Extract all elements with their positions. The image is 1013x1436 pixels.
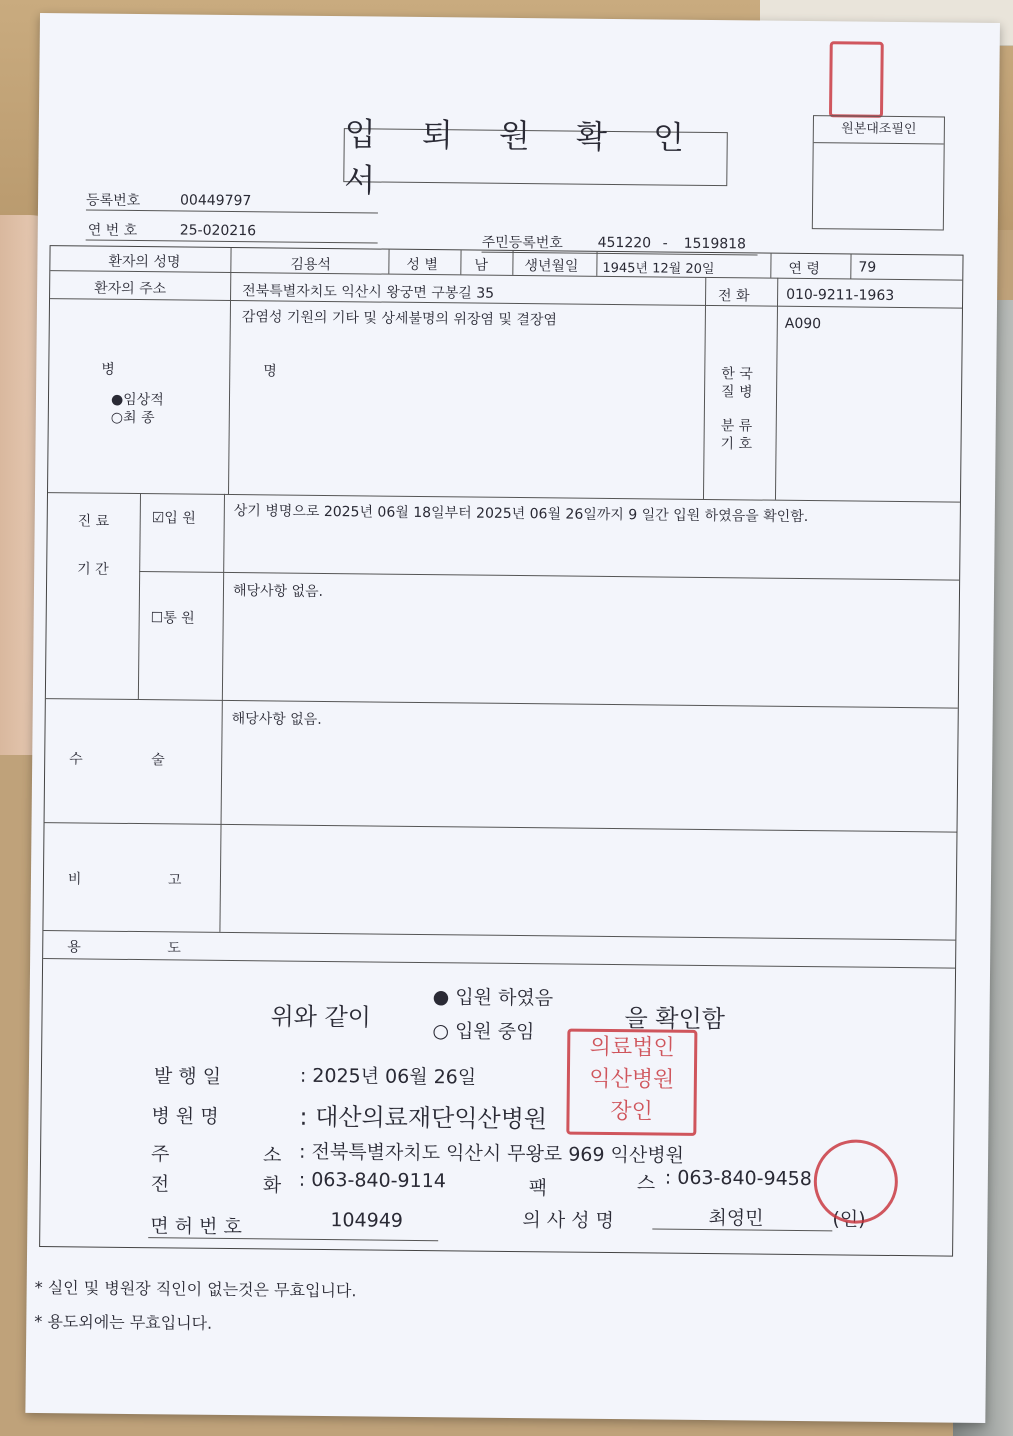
confirmation-suffix: 을 확인함 <box>624 1004 726 1034</box>
doctor-seal-mark: (인) <box>832 1208 866 1231</box>
age-value: 79 <box>858 259 877 276</box>
issue-date-label: 발 행 일 <box>153 1065 222 1088</box>
diagnosis-text: 감염성 기원의 기타 및 상세불명의 위장염 및 결장염 <box>241 309 558 329</box>
issuer-phone-label-1: 전 <box>150 1173 170 1196</box>
top-red-stamp <box>829 41 884 118</box>
row-line <box>50 270 962 281</box>
surgery-text: 해당사항 없음. <box>231 711 322 728</box>
resident-no-back: 1519818 <box>683 235 747 253</box>
col-line <box>770 254 771 278</box>
form-table <box>39 245 963 1257</box>
dob-label: 생년월일 <box>524 258 579 275</box>
kcd-label-4: 기 호 <box>720 436 753 453</box>
doctor-name-label: 의 사 성 명 <box>522 1209 615 1233</box>
sex-label: 성 별 <box>406 256 438 274</box>
kcd-code: A090 <box>784 315 822 333</box>
license-underline <box>148 1237 438 1241</box>
col-line <box>388 250 389 274</box>
seal-text-line-3: 장인 <box>610 1099 653 1125</box>
purpose-label-2: 도 <box>167 940 181 957</box>
reg-no-underline <box>86 209 378 213</box>
outpatient-checkbox: ☐통 원 <box>150 610 195 627</box>
col-line <box>775 278 778 500</box>
doctor-name-underline <box>652 1228 832 1231</box>
hospital-label: 병 원 명 <box>151 1105 219 1128</box>
diagnosis-final-option: ○최 종 <box>110 409 155 427</box>
seal-text-line-1: 의료법인 <box>589 1034 675 1061</box>
inpatient-checkbox: ☑입 원 <box>151 510 196 527</box>
hospital-value: : 대산의료재단익산병원 <box>299 1102 548 1134</box>
kcd-label-2: 질 병 <box>721 384 753 401</box>
row-line <box>139 571 959 581</box>
discharge-certificate-sheet <box>25 13 1000 1423</box>
treatment-period-label-1: 진 료 <box>77 513 110 530</box>
issuer-address-label-1: 주 <box>150 1143 170 1166</box>
license-value: 104949 <box>330 1209 404 1232</box>
patient-name-value: 김용석 <box>290 256 332 274</box>
confirmation-prefix: 위와 같이 <box>270 1002 372 1032</box>
kcd-label-3: 분 류 <box>720 418 753 435</box>
issuer-address-value: : 전북특별자치도 익산시 무왕로 969 익산병원 <box>299 1140 685 1167</box>
diagnosis-label: 병 명 <box>101 361 349 381</box>
license-label: 면 허 번 호 <box>150 1215 242 1239</box>
hospital-official-seal <box>566 1029 697 1136</box>
col-line <box>512 251 513 275</box>
row-line <box>48 492 960 503</box>
original-verification-label: 원본대조필인 <box>814 116 944 144</box>
resident-no-dash: - <box>662 235 668 252</box>
col-line <box>460 250 461 274</box>
col-line <box>703 277 706 499</box>
issuer-address-label-2: 소 <box>262 1144 282 1167</box>
fax-value: : 063-840-9458 <box>664 1166 813 1191</box>
col-line <box>850 254 851 278</box>
remarks-label-1: 비 <box>67 871 82 888</box>
remarks-label-2: 고 <box>167 872 182 889</box>
serial-no-value: 25-020216 <box>179 222 257 240</box>
sex-value: 남 <box>474 257 489 274</box>
col-line <box>138 493 141 699</box>
col-line <box>219 494 225 932</box>
doctor-round-seal <box>813 1139 898 1224</box>
col-line <box>596 252 597 276</box>
resident-no-label: 주민등록번호 <box>481 234 563 252</box>
document-title: 입 퇴 원 확 인 서 <box>343 128 728 186</box>
issue-date-value: : 2025년 06월 26일 <box>299 1064 477 1089</box>
fax-label-2: 스 <box>636 1172 656 1195</box>
diagnosis-clinical-option: ●임상적 <box>110 391 164 409</box>
address-label: 환자의 주소 <box>94 280 167 298</box>
phone-label: 전 화 <box>718 288 750 305</box>
seal-text-line-2: 익산병원 <box>589 1066 675 1093</box>
reg-no-value: 00449797 <box>179 192 252 210</box>
fax-label-1: 팩 <box>528 1177 548 1200</box>
surgery-label-1: 수 <box>69 751 83 768</box>
original-verification-box <box>812 115 945 230</box>
age-label: 연 령 <box>788 260 820 278</box>
row-line <box>45 822 957 833</box>
inpatient-text: 상기 병명으로 2025년 06월 18일부터 2025년 06월 26일까지 9 일간 입원 하였음을 확인함. <box>233 503 809 526</box>
row-line <box>46 698 958 709</box>
outpatient-text: 해당사항 없음. <box>232 583 324 600</box>
issuer-phone-label-2: 화 <box>262 1174 282 1197</box>
phone-value: 010-9211-1963 <box>786 286 895 304</box>
patient-name-label: 환자의 성명 <box>108 253 181 271</box>
treatment-period-label-2: 기 간 <box>77 561 109 578</box>
doctor-name-value: 최영민 <box>708 1207 764 1230</box>
row-line <box>43 958 955 969</box>
issuer-phone-value: : 063-840-9114 <box>298 1168 446 1193</box>
footnote-1: * 실인 및 병원장 직인이 없는것은 무효입니다. <box>34 1277 357 1301</box>
confirmation-option-inpatient: ○ 입원 중임 <box>432 1020 535 1044</box>
purpose-label-1: 용 <box>67 939 81 956</box>
address-value: 전북특별자치도 익산시 왕궁면 구봉길 35 <box>242 283 495 302</box>
serial-no-underline <box>86 239 378 243</box>
surgery-label-2: 술 <box>151 752 165 769</box>
dob-value: 1945년 12월 20일 <box>602 260 715 278</box>
kcd-label-1: 한 국 <box>721 366 753 383</box>
serial-no-label: 연 번 호 <box>87 222 138 240</box>
reg-no-label: 등록번호 <box>85 192 141 210</box>
confirmation-option-admitted: ● 입원 하였음 <box>432 986 554 1010</box>
resident-no-front: 451220 <box>597 234 652 252</box>
footnote-2: * 용도외에는 무효입니다. <box>34 1311 213 1333</box>
